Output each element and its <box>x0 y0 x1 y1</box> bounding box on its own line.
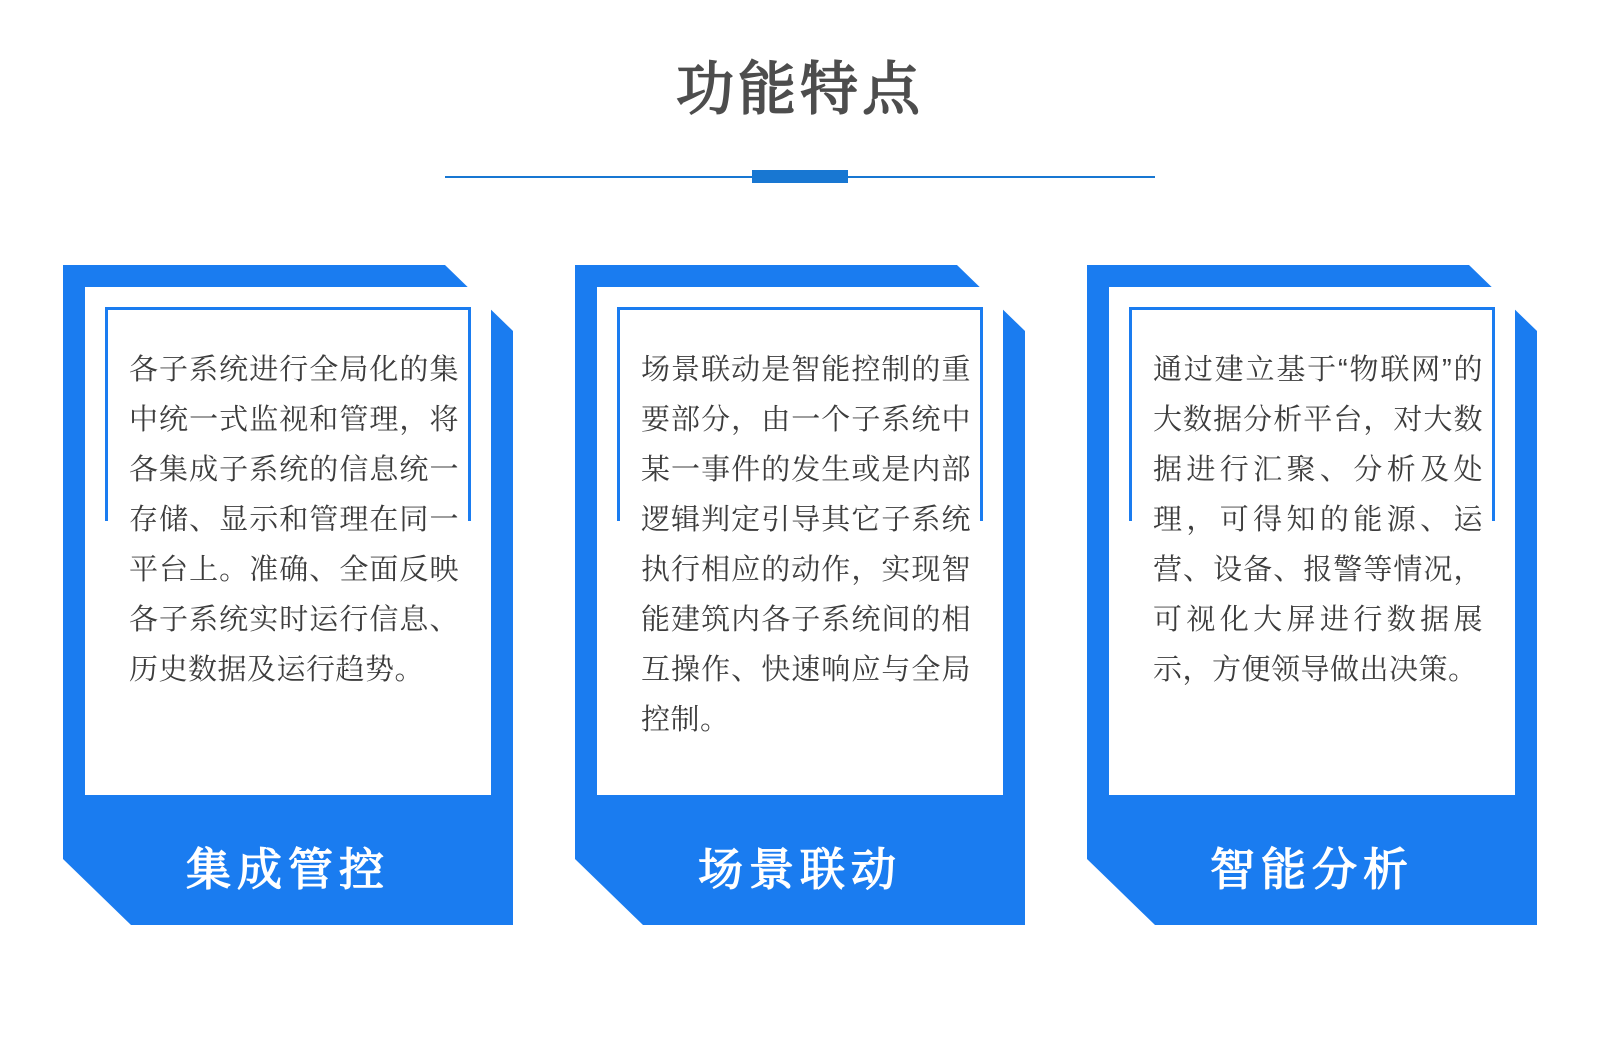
feature-card-list <box>0 265 1600 925</box>
card-body <box>85 287 491 795</box>
page-title: 功能特点 <box>675 57 924 122</box>
card-body <box>1109 287 1515 795</box>
card-title: 智能分析 <box>1209 843 1414 895</box>
page-header <box>0 0 1600 184</box>
card-title: 集成管控 <box>185 843 390 895</box>
card-description: 各子系统进行全局化的集中统一式监视和管理，将各集成子系统的信息统一存储、显示和管理在同一平台上。准确、全面反映各子系统实时运行信息、历史数据及运行趋势。 <box>129 354 459 686</box>
card-body <box>597 287 1003 795</box>
card-description: 通过建立基于“物联网”的大数据分析平台，对大数据进行汇聚、分析及处理，可得知的能源、运营、设备、报警等情况，可视化大屏进行数据展示，方便领导做出决策。 <box>1153 354 1483 686</box>
feature-card[interactable] <box>63 265 513 925</box>
feature-card[interactable] <box>575 265 1025 925</box>
title-divider <box>445 170 1155 184</box>
divider-marker <box>752 170 848 183</box>
card-description: 场景联动是智能控制的重要部分，由一个子系统中某一事件的发生或是内部逻辑判定引导其它子系统执行相应的动作，实现智能建筑内各子系统间的相互操作、快速响应与全局控制。 <box>641 354 971 736</box>
feature-card[interactable] <box>1087 265 1537 925</box>
card-title: 场景联动 <box>697 843 902 895</box>
